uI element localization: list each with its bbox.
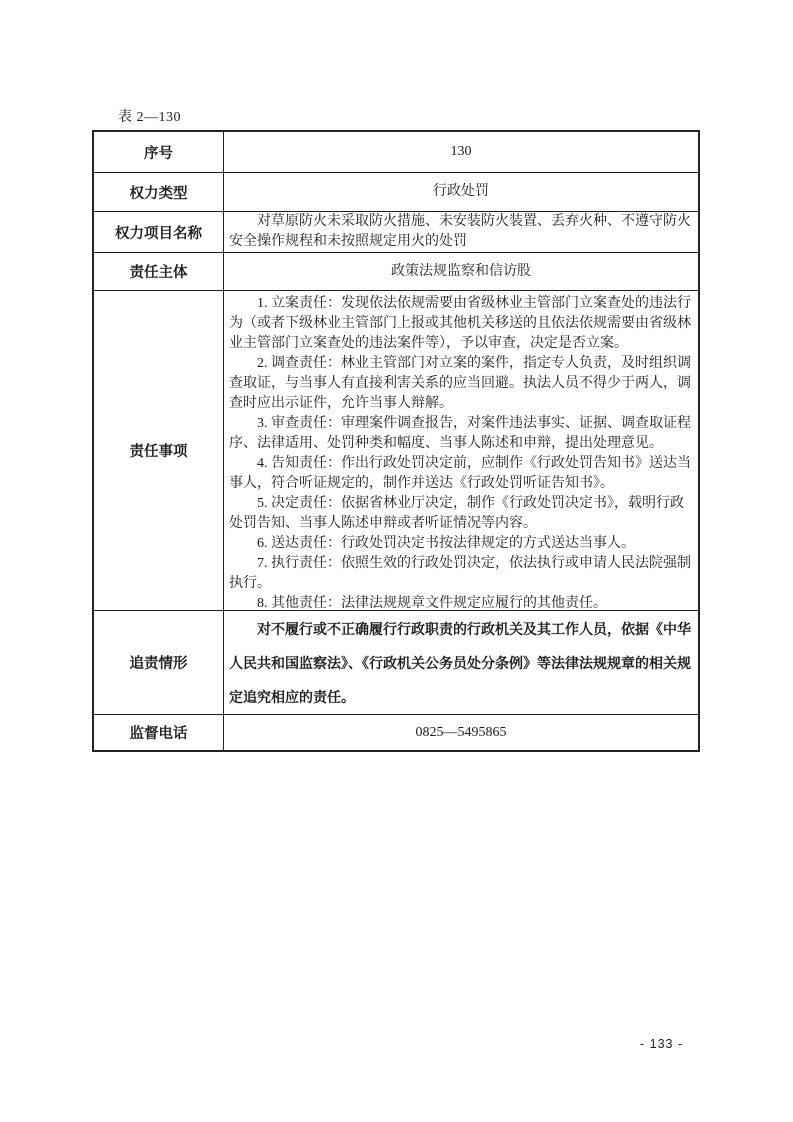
row-label-supervision-phone: 监督电话 [94, 715, 224, 750]
duty-item-6: 6. 送达责任：行政处罚决定书按法律规定的方式送达当事人。 [257, 536, 635, 551]
power-item-table [92, 130, 700, 752]
table-row-responsibility-items [94, 291, 698, 611]
power-item-name-text: 对草原防火未采取防火措施、未安装防火装置、丢弃火种、不遵守防火安全操作规程和未按照规定用火的处罚 [229, 214, 691, 249]
row-label-power-type: 权力类型 [94, 173, 224, 211]
duty-item-1: 1. 立案责任：发现依法依规需要由省级林业主管部门立案查处的违法行为（或者下级林业主管部门上报或其他机关移送的且依法依规需要由省级林业主管部门立案查处的违法案件等），予以审查，决定是否立案。 [229, 296, 691, 351]
table-row-accountability-situations [94, 611, 698, 715]
table-row-serial-number [94, 132, 698, 173]
row-value-supervision-phone: 0825—5495865 [415, 724, 507, 740]
row-label-serial-number: 序号 [94, 132, 224, 172]
row-value-power-type: 行政处罚 [433, 184, 489, 199]
duty-item-8: 8. 其他责任：法律法规规章文件规定应履行的其他责任。 [257, 596, 607, 611]
accountability-text: 对不履行或不正确履行行政职责的行政机关及其工作人员，依据《中华人民共和国监察法》、《行政机关公务员处分条例》等法律法规规章的相关规定追究相应的责任。 [229, 620, 691, 705]
table-row-supervision-phone [94, 715, 698, 750]
duty-item-4: 4. 告知责任：作出行政处罚决定前，应制作《行政处罚告知书》送达当事人，符合听证规定的，制作并送达《行政处罚听证告知书》。 [229, 456, 691, 491]
table-row-power-item-name [94, 212, 698, 253]
row-value-accountability-situations [224, 611, 698, 714]
row-value-power-item-name [224, 212, 698, 252]
duty-item-7: 7. 执行责任：依照生效的行政处罚决定，依法执行或申请人民法院强制执行。 [229, 556, 691, 591]
row-label-accountability-situations: 追责情形 [94, 611, 224, 714]
duty-item-5: 5. 决定责任：依据省林业厅决定，制作《行政处罚决定书》，载明行政处罚告知、当事人陈述申辩或者听证情况等内容。 [229, 496, 684, 531]
duty-item-3: 3. 审查责任：审理案件调查报告，对案件违法事实、证据、调查取证程序、法律适用、处罚种类和幅度、当事人陈述和申辩，提出处理意见。 [229, 416, 691, 451]
page-number: - 133 - [640, 1037, 684, 1051]
row-value-serial-number: 130 [450, 144, 472, 159]
row-value-responsibility-items [224, 291, 698, 610]
row-value-responsible-entity: 政策法规监察和信访股 [391, 263, 531, 279]
row-label-responsible-entity: 责任主体 [94, 253, 224, 290]
table-row-power-type [94, 173, 698, 212]
duty-item-2: 2. 调查责任：林业主管部门对立案的案件，指定专人负责，及时组织调查取证，与当事人有直接利害关系的应当回避。执法人员不得少于两人，调查时应出示证件，允许当事人辩解。 [229, 356, 691, 411]
table-row-responsible-entity [94, 253, 698, 291]
row-label-responsibility-items: 责任事项 [94, 291, 224, 610]
table-caption: 表 2—130 [118, 110, 181, 125]
row-label-power-item-name: 权力项目名称 [94, 212, 224, 252]
